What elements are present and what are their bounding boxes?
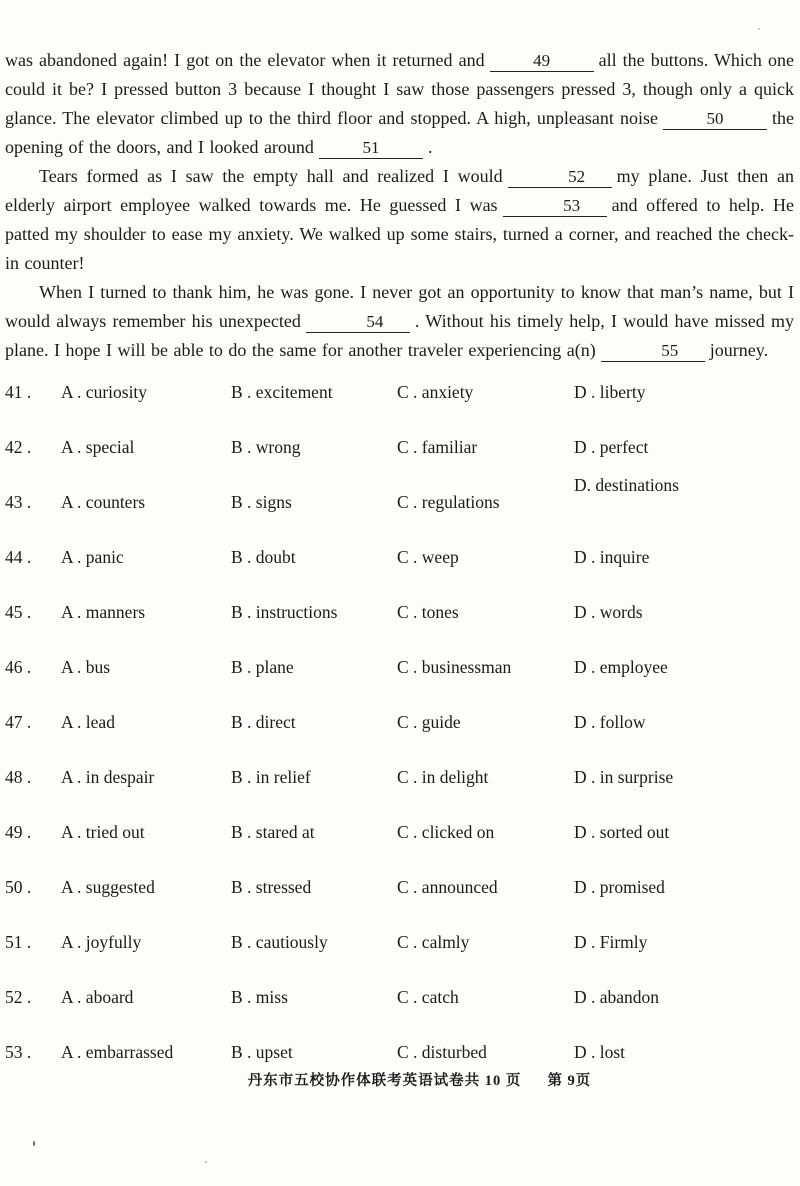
option-c: C . businessman <box>397 657 512 677</box>
question-number: 42 . <box>5 437 32 457</box>
question-number: 43 . <box>5 492 32 512</box>
option-d: D . liberty <box>574 382 646 402</box>
option-b: B . direct <box>231 712 296 732</box>
option-a: A . curiosity <box>61 382 148 402</box>
option-c: C . disturbed <box>397 1042 487 1062</box>
cloze-blank-49 <box>490 50 594 72</box>
cloze-blank-53 <box>503 195 607 217</box>
option-d: D . perfect <box>574 437 649 457</box>
option-a: A . bus <box>61 657 111 677</box>
question-number: 51 . <box>5 932 32 952</box>
question-row-52 <box>5 986 794 1008</box>
blank-number: 55 <box>661 341 679 360</box>
option-c: C . guide <box>397 712 461 732</box>
option-d: D. destinations <box>574 475 679 495</box>
option-c: C . in delight <box>397 767 489 787</box>
question-number: 49 . <box>5 822 32 842</box>
scan-speckle <box>758 28 760 30</box>
option-a: A . embarrassed <box>61 1042 174 1062</box>
page-footer <box>5 1069 794 1090</box>
cloze-blank-51 <box>319 137 423 159</box>
question-number: 46 . <box>5 657 32 677</box>
option-d: D . inquire <box>574 547 650 567</box>
cloze-blank-50 <box>663 108 767 130</box>
question-row-44 <box>5 546 794 568</box>
option-c: C . announced <box>397 877 498 897</box>
option-d: D . lost <box>574 1042 626 1062</box>
option-b: B . upset <box>231 1042 293 1062</box>
option-c: C . familiar <box>397 437 478 457</box>
option-c: C . tones <box>397 602 459 622</box>
question-number: 50 . <box>5 877 32 897</box>
option-c: C . catch <box>397 987 459 1007</box>
passage-text: journey. <box>709 340 769 360</box>
option-c: C . regulations <box>397 492 500 512</box>
passage-text: . Without his timely help, I would have missed my plane. I hope I will be able to do the same for another traveler experiencing a(n) <box>5 311 794 360</box>
blank-number: 50 <box>706 109 724 128</box>
option-c: C . anxiety <box>397 382 474 402</box>
question-number: 53 . <box>5 1042 32 1062</box>
question-number: 52 . <box>5 987 32 1007</box>
question-row-41 <box>5 381 794 403</box>
question-row-49 <box>5 821 794 843</box>
scan-speckle <box>205 1161 207 1163</box>
footer-exam-title: 丹东市五校协作体联考英语试卷共 10 页 <box>247 1073 522 1089</box>
cloze-blank-52 <box>508 166 612 188</box>
option-d: D . words <box>574 602 643 622</box>
blank-number: 53 <box>563 196 581 215</box>
question-row-45 <box>5 601 794 623</box>
blank-number: 49 <box>533 51 551 70</box>
question-row-47 <box>5 711 794 733</box>
option-d: D . promised <box>574 877 665 897</box>
blank-number: 51 <box>362 138 380 157</box>
option-a: A . suggested <box>61 877 155 897</box>
option-a: A . special <box>61 437 135 457</box>
option-a: A . in despair <box>61 767 155 787</box>
cloze-blank-54 <box>306 311 410 333</box>
option-a: A . aboard <box>61 987 134 1007</box>
passage-paragraph-1 <box>5 46 794 162</box>
option-d: D . employee <box>574 657 668 677</box>
blank-number: 54 <box>366 312 384 331</box>
question-number: 47 . <box>5 712 32 732</box>
question-row-51 <box>5 931 794 953</box>
option-a: A . tried out <box>61 822 145 842</box>
scan-speckle <box>33 1141 35 1146</box>
question-row-46 <box>5 656 794 678</box>
question-number: 41 . <box>5 382 32 402</box>
question-row-48 <box>5 766 794 788</box>
option-b: B . plane <box>231 657 294 677</box>
passage-text: was abandoned again! I got on the elevator when it returned and <box>5 50 485 70</box>
passage-text: the opening of the doors, and I looked around <box>5 108 794 157</box>
passage-paragraph-3 <box>5 278 794 365</box>
option-a: A . lead <box>61 712 115 732</box>
question-row-50 <box>5 876 794 898</box>
option-c: C . weep <box>397 547 459 567</box>
option-b: B . stared at <box>231 822 315 842</box>
option-c: C . calmly <box>397 932 470 952</box>
question-row-53 <box>5 1041 794 1063</box>
option-a: A . manners <box>61 602 146 622</box>
option-b: B . wrong <box>231 437 301 457</box>
passage-text: . <box>427 137 433 157</box>
option-b: B . in relief <box>231 767 311 787</box>
question-list <box>5 381 794 1063</box>
question-number: 48 . <box>5 767 32 787</box>
question-number: 44 . <box>5 547 32 567</box>
question-row-42 <box>5 436 794 458</box>
option-b: B . miss <box>231 987 288 1007</box>
option-b: B . signs <box>231 492 292 512</box>
passage-text: my plane. Just then an elderly airport employee walked towards me. He guessed I was <box>5 166 794 215</box>
footer-page-number: 第 9页 <box>547 1073 592 1089</box>
option-d: D . sorted out <box>574 822 670 842</box>
passage-text: and offered to help. He patted my shoulder to ease my anxiety. We walked up some stairs, turned a corner, and reached the check-in counter! <box>5 195 794 273</box>
option-d: D . abandon <box>574 987 660 1007</box>
option-b: B . cautiously <box>231 932 328 952</box>
option-a: A . counters <box>61 492 146 512</box>
blank-number: 52 <box>568 167 586 186</box>
option-b: B . doubt <box>231 547 296 567</box>
option-d: D . Firmly <box>574 932 648 952</box>
passage-text: Tears formed as I saw the empty hall and realized I would <box>39 166 503 186</box>
question-number: 45 . <box>5 602 32 622</box>
option-b: B . instructions <box>231 602 338 622</box>
cloze-passage <box>5 46 794 365</box>
passage-text: When I turned to thank him, he was gone. I never got an opportunity to know that man’s name, but I would always remember his unexpected <box>5 282 794 331</box>
option-d: D . in surprise <box>574 767 674 787</box>
option-d: D . follow <box>574 712 646 732</box>
option-a: A . panic <box>61 547 124 567</box>
option-b: B . stressed <box>231 877 312 897</box>
option-b: B . excitement <box>231 382 333 402</box>
option-c: C . clicked on <box>397 822 495 842</box>
question-row-43 <box>5 475 794 513</box>
option-a: A . joyfully <box>61 932 142 952</box>
passage-text: all the buttons. Which one could it be? I pressed button 3 because I thought I saw those passengers pressed 3, though only a quick glance. The elevator climbed up to the third floor and stopped. A high, unpleasant noise <box>5 50 794 128</box>
passage-paragraph-2 <box>5 162 794 278</box>
cloze-blank-55 <box>601 340 705 362</box>
